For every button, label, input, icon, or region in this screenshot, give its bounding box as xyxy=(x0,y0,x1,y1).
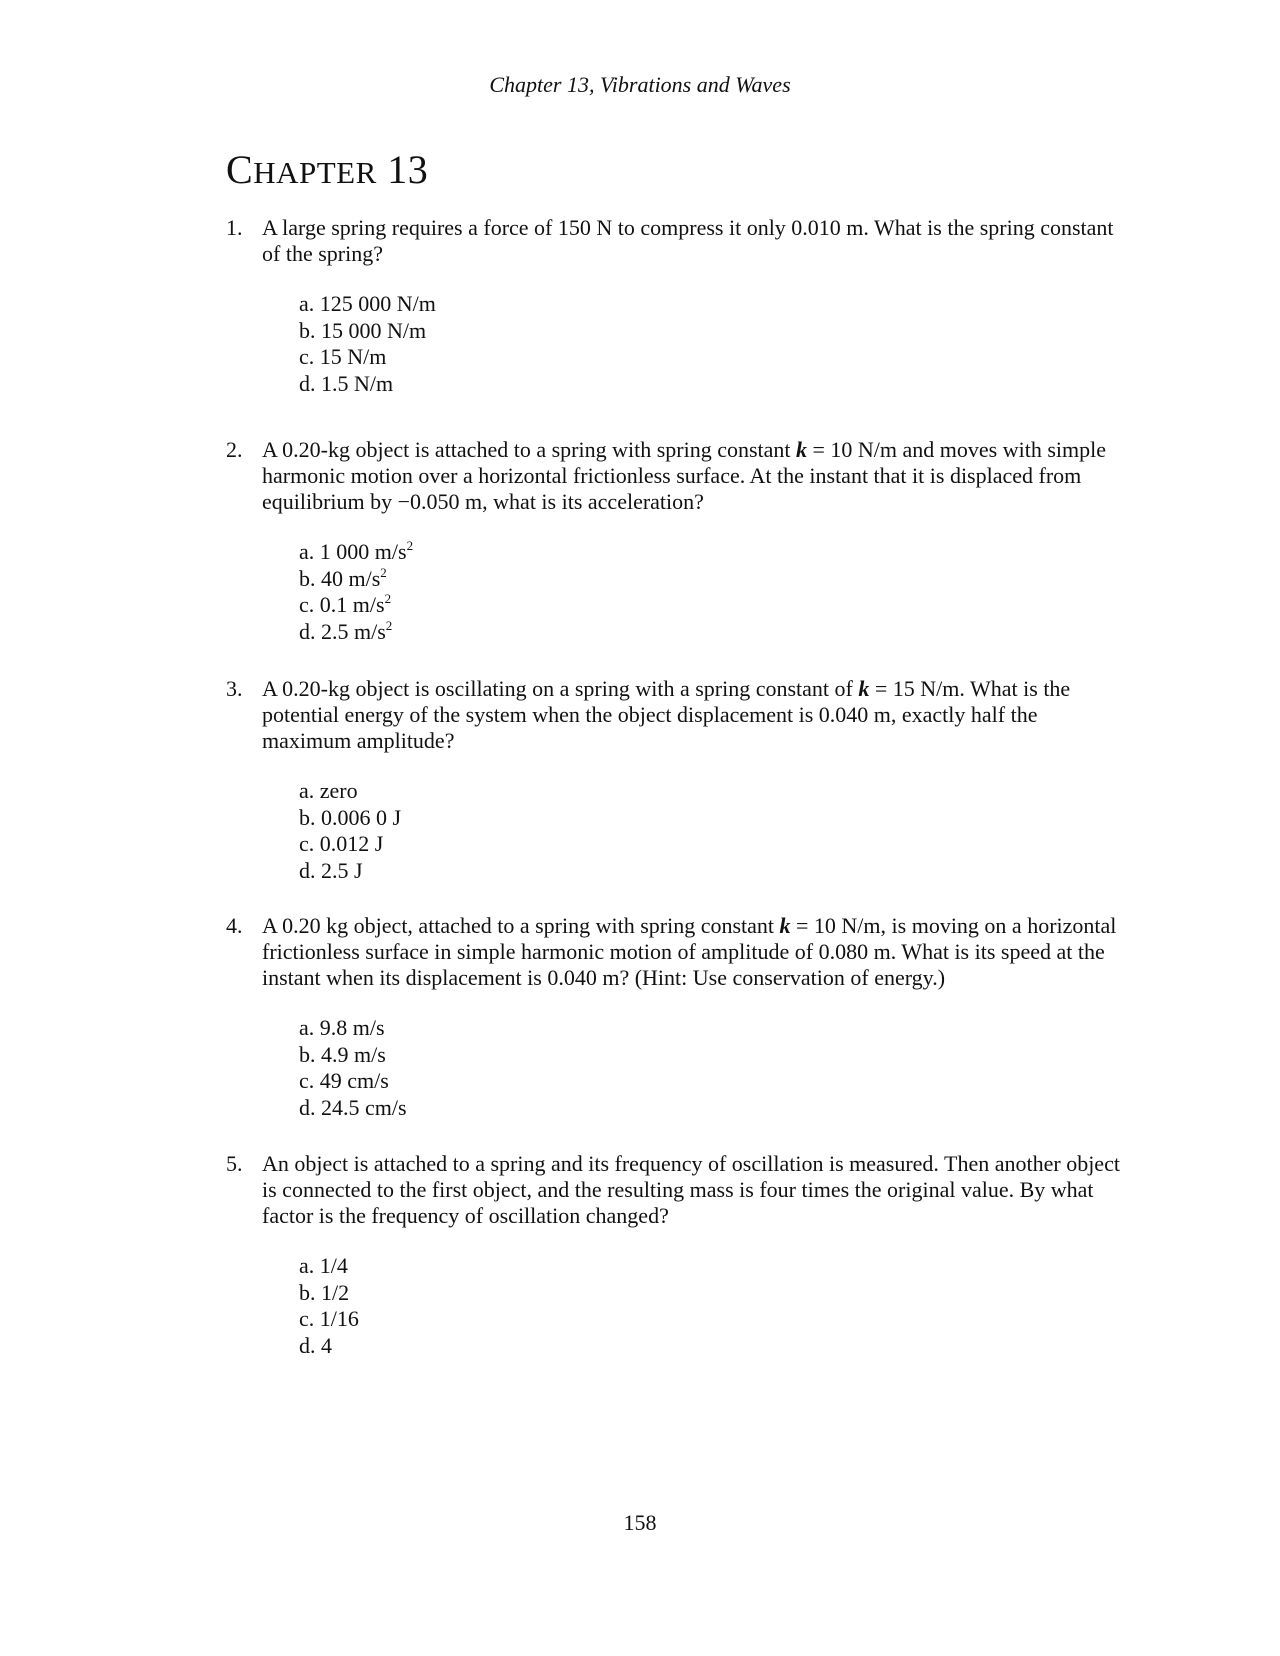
option-b: b. 15 000 N/m xyxy=(299,317,427,343)
option-b: b. 4.9 m/s xyxy=(299,1041,386,1067)
question-5 xyxy=(226,1151,1126,1359)
option-a: a. 1/4 xyxy=(299,1253,348,1278)
question-text-part: = 10 N/m and moves with simple harmonic motion over a horizontal frictionless surface. At the instant that it is displaced from equilibrium by −0.050 m, what is its acceleration? xyxy=(262,437,1107,514)
option-b: b. 1/2 xyxy=(299,1279,350,1305)
question-text-part: = 10 N/m, is moving on a horizontal frictionless surface in simple harmonic motion of amplitude of 0.080 m. What is its speed at the instant when its displacement is 0.040 m? (Hint: Use conservation of energy.) xyxy=(262,913,1117,990)
option-d: d. 4 xyxy=(299,1332,332,1358)
answer-options xyxy=(299,1015,1126,1121)
question-text: A large spring requires a force of 150 N to compress it only 0.010 m. What is the spring constant of the spring? xyxy=(262,215,1114,266)
question-text: An object is attached to a spring and its frequency of oscillation is measured. Then another object is connected to the first object, and the resulting mass is four times the original value. By what factor is the frequency of oscillation changed? xyxy=(262,1151,1120,1228)
option-c: c. 1/16 xyxy=(299,1306,359,1331)
variable-k: k xyxy=(796,437,808,462)
variable-k: k xyxy=(779,913,791,938)
chapter-title-initial: C xyxy=(226,147,254,192)
option-a xyxy=(299,539,1126,566)
option-a: a. zero xyxy=(299,778,358,803)
option-b xyxy=(299,566,1126,593)
option-a: a. 125 000 N/m xyxy=(299,291,436,316)
chapter-title xyxy=(226,147,429,192)
option-d xyxy=(299,619,1126,646)
running-header: Chapter 13, Vibrations and Waves xyxy=(489,72,791,97)
question-3 xyxy=(226,676,1126,884)
question-number: 2. xyxy=(226,437,243,462)
page-number: 158 xyxy=(623,1510,657,1535)
question-1 xyxy=(226,215,1126,397)
question-number: 5. xyxy=(226,1151,243,1176)
question-text-part: = 15 N/m. What is the potential energy of the system when the object displacement is 0.040 m, exactly half the maximum amplitude? xyxy=(262,676,1071,753)
option-d: d. 1.5 N/m xyxy=(299,370,394,396)
exponent: 2 xyxy=(380,564,387,580)
exponent: 2 xyxy=(384,591,392,606)
question-text-part: A 0.20-kg object is attached to a spring with spring constant xyxy=(262,437,797,462)
question-text-part: A 0.20-kg object is oscillating on a spring with a spring constant of xyxy=(262,676,859,701)
question-number: 1. xyxy=(226,215,243,240)
option-text: b. 40 m/s xyxy=(299,565,381,591)
option-c: c. 15 N/m xyxy=(299,344,387,369)
option-text: c. 0.1 m/s xyxy=(299,592,385,617)
question-4 xyxy=(226,913,1126,1121)
option-a: a. 9.8 m/s xyxy=(299,1015,385,1040)
exponent: 2 xyxy=(406,538,414,553)
option-c: c. 0.012 J xyxy=(299,831,384,856)
exponent: 2 xyxy=(385,617,393,633)
question-number: 3. xyxy=(226,676,243,701)
question-text xyxy=(262,913,1126,991)
option-text: a. 1 000 m/s xyxy=(299,539,407,564)
answer-options xyxy=(299,291,1126,397)
option-b: b. 0.006 0 J xyxy=(299,804,402,830)
answer-options xyxy=(299,1253,1126,1359)
option-c: c. 49 cm/s xyxy=(299,1068,389,1093)
question-2 xyxy=(226,437,1126,645)
question-text-part: A 0.20 kg object, attached to a spring with spring constant xyxy=(262,913,780,938)
chapter-title-word: HAPTER xyxy=(253,155,377,190)
question-text xyxy=(262,676,1126,754)
variable-k: k xyxy=(858,676,870,701)
option-d: d. 24.5 cm/s xyxy=(299,1094,407,1120)
option-text: d. 2.5 m/s xyxy=(299,618,386,644)
option-c xyxy=(299,592,1126,619)
question-number: 4. xyxy=(226,913,243,938)
answer-options xyxy=(299,778,1126,884)
chapter-number: 13 xyxy=(387,147,429,192)
option-d: d. 2.5 J xyxy=(299,857,363,883)
question-text xyxy=(262,437,1126,515)
answer-options xyxy=(299,539,1126,645)
